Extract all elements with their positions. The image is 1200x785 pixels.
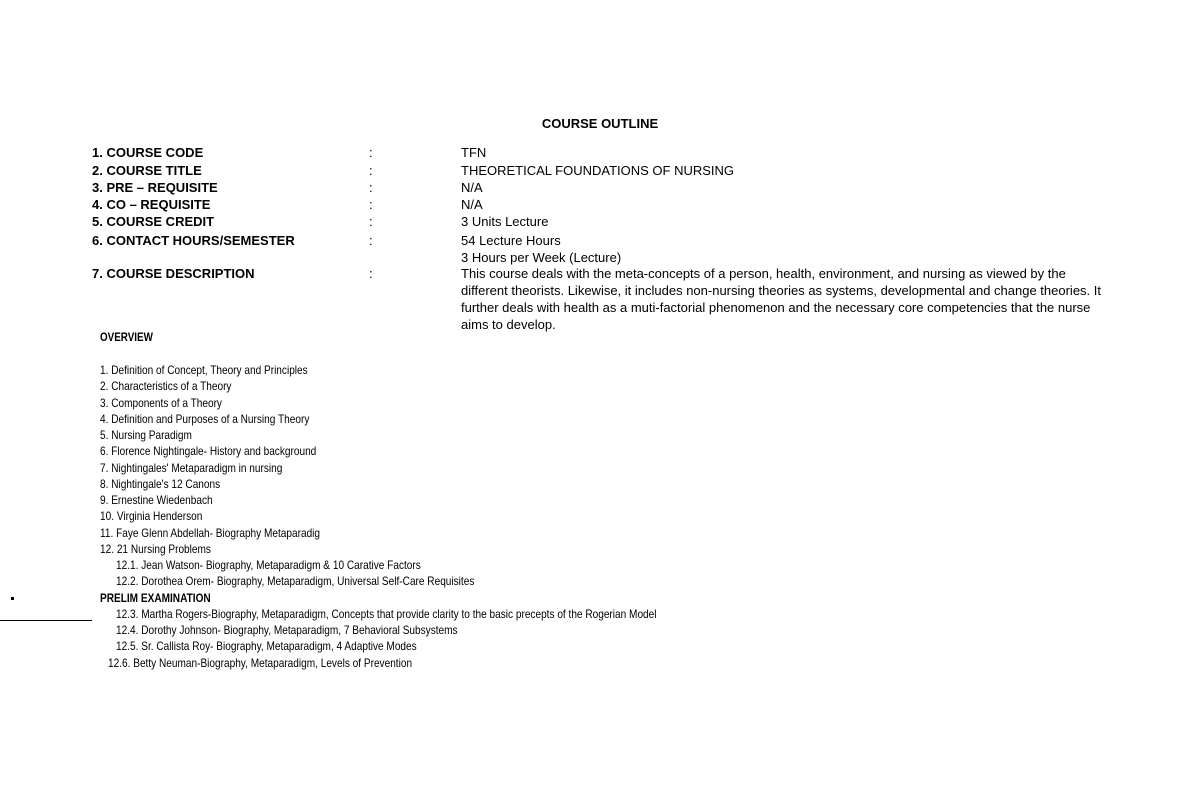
outline-item: 2. Characteristics of a Theory bbox=[100, 379, 232, 394]
document-title: COURSE OUTLINE bbox=[541, 116, 659, 131]
separator-colon: : bbox=[369, 214, 373, 229]
outline-item: 12. 21 Nursing Problems bbox=[100, 541, 211, 556]
outline-item: 6. Florence Nightingale- History and background bbox=[100, 444, 317, 459]
outline-subitem: 12.5. Sr. Callista Roy- Biography, Metaparadigm, 4 Adaptive Modes bbox=[116, 639, 417, 654]
course-credit-label: 5. COURSE CREDIT bbox=[92, 214, 215, 229]
outline-subitem: 12.2. Dorothea Orem- Biography, Metaparadigm, Universal Self-Care Requisites bbox=[116, 574, 475, 589]
course-title-value: THEORETICAL FOUNDATIONS OF NURSING bbox=[461, 163, 735, 178]
course-description-label: 7. COURSE DESCRIPTION bbox=[92, 266, 255, 281]
outline-subitem: 12.1. Jean Watson- Biography, Metaparadigm & 10 Carative Factors bbox=[116, 558, 421, 572]
contact-hours-label: 6. CONTACT HOURS/SEMESTER bbox=[92, 233, 295, 248]
course-code-label: 1. COURSE CODE bbox=[92, 145, 204, 160]
separator-colon: : bbox=[369, 145, 373, 160]
outline-item: 9. Ernestine Wiedenbach bbox=[100, 493, 213, 507]
co-requisite-label: 4. CO – REQUISITE bbox=[92, 197, 211, 212]
outline-item: 4. Definition and Purposes of a Nursing Theory bbox=[100, 411, 310, 426]
outline-subitem: 12.3. Martha Rogers-Biography, Metaparadigm, Concepts that provide clarity to the basic precepts of the Rogerian Model bbox=[116, 606, 657, 621]
contact-hours-value: 54 Lecture Hours 3 Hours per Week (Lecture) bbox=[461, 233, 622, 265]
course-code-value: TFN bbox=[461, 145, 487, 160]
separator-colon: : bbox=[369, 233, 373, 248]
overview-outline bbox=[0, 362, 657, 671]
pre-requisite-label: 3. PRE – REQUISITE bbox=[92, 180, 218, 195]
margin-rule bbox=[0, 620, 92, 621]
co-requisite-value: N/A bbox=[461, 197, 483, 212]
prelim-examination-heading: PRELIM EXAMINATION bbox=[100, 590, 211, 605]
outline-subitem: 12.4. Dorothy Johnson- Biography, Metaparadigm, 7 Behavioral Subsystems bbox=[116, 623, 458, 637]
course-description-value: This course deals with the meta-concepts of a person, health, environment, and nursing as viewed by the different theorists. Likewise, it includes non-nursing theories as systems, developmental and change theories. It further deals with health as a muti-factorial phenomenon and the necessary core competencies that the nurse aims to develop. bbox=[461, 266, 1101, 332]
outline-item: 8. Nightingale's 12 Canons bbox=[100, 476, 221, 491]
outline-item: 1. Definition of Concept, Theory and Principles bbox=[100, 363, 308, 377]
overview-heading: OVERVIEW bbox=[100, 330, 153, 344]
margin-dot bbox=[11, 597, 14, 600]
course-credit-value: 3 Units Lecture bbox=[461, 214, 549, 229]
pre-requisite-value: N/A bbox=[461, 180, 483, 195]
outline-item: 5. Nursing Paradigm bbox=[100, 428, 192, 442]
separator-colon: : bbox=[369, 180, 373, 195]
outline-item: 11. Faye Glenn Abdellah- Biography Metaparadig bbox=[100, 525, 321, 540]
separator-colon: : bbox=[369, 197, 373, 212]
separator-colon: : bbox=[369, 266, 373, 281]
outline-item: 3. Components of a Theory bbox=[100, 395, 222, 410]
outline-item: 7. Nightingales' Metaparadigm in nursing bbox=[100, 460, 283, 475]
outline-subitem: 12.6. Betty Neuman-Biography, Metaparadigm, Levels of Prevention bbox=[108, 655, 413, 670]
course-title-label: 2. COURSE TITLE bbox=[92, 163, 202, 178]
outline-item: 10. Virginia Henderson bbox=[100, 509, 203, 524]
separator-colon: : bbox=[369, 163, 373, 178]
